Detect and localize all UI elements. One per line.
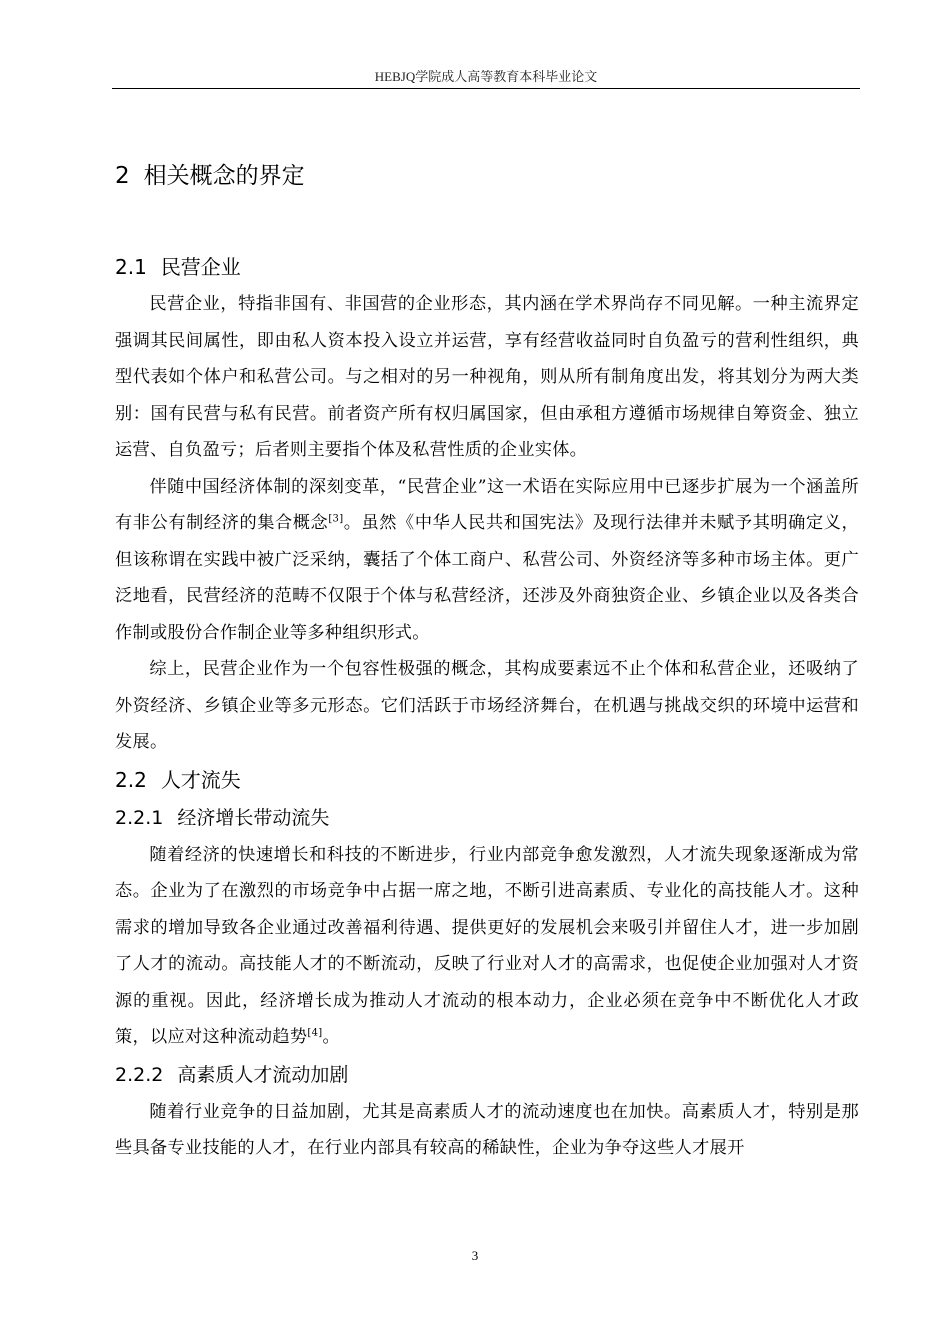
subsection-title: 高素质人才流动加剧	[177, 1063, 349, 1086]
paragraph-text: 伴随中国经济体制的深刻变革，“民营企业”这一术语在实际应用中已逐步扩展为一个涵盖所有非公有制经济的集合概念	[115, 476, 859, 533]
paragraph	[115, 837, 859, 1056]
subsection-heading-2-2-2	[115, 1056, 859, 1094]
paragraph	[115, 469, 859, 652]
paragraph-text: 随着经济的快速增长和科技的不断进步，行业内部竞争愈发激烈，人才流失现象逐渐成为常态。企业为了在激烈的市场竞争中占据一席之地，不断引进高素质、专业化的高技能人才。这种需求的增加导致各企业通过改善福利待遇、提供更好的发展机会来吸引并留住人才，进一步加剧了人才的流动。高技能人才的不断流动，反映了行业对人才的高需求，也促使企业加强对人才资源的重视。因此，经济增长成为推动人才流动的根本动力，企业必须在竞争中不断优化人才政策，以应对这种流动趋势	[115, 844, 859, 1047]
header-divider	[112, 88, 860, 89]
subsection-title: 经济增长带动流失	[177, 806, 330, 829]
section-title: 人才流失	[160, 767, 241, 792]
chapter-title: 相关概念的界定	[143, 163, 305, 189]
page-content	[115, 156, 859, 1167]
subsection-number: 2.2.1	[115, 806, 164, 829]
subsection-heading-2-2-1	[115, 799, 859, 837]
paragraph: 随着行业竞争的日益加剧，尤其是高素质人才的流动速度也在加快。高素质人才，特别是那些具备专业技能的人才，在行业内部具有较高的稀缺性，企业为争夺这些人才展开	[115, 1101, 859, 1158]
citation-ref: [4]	[307, 1027, 323, 1039]
paragraph-text: 。	[322, 1027, 340, 1047]
chapter-heading	[115, 156, 859, 196]
subsection-number: 2.2.2	[115, 1063, 164, 1086]
citation-ref: [3]	[328, 513, 344, 525]
paragraph: 综上，民营企业作为一个包容性极强的概念，其构成要素远不止个体和私营企业，还吸纳了外资经济、乡镇企业等多元形态。它们活跃于市场经济舞台，在机遇与挑战交织的环境中运营和发展。	[115, 659, 859, 752]
chapter-number: 2	[115, 163, 130, 189]
paragraph: 民营企业，特指非国有、非国营的企业形态，其内涵在学术界尚存不同见解。一种主流界定强调其民间属性，即由私人资本投入设立并运营，享有经营收益同时自负盈亏的营利性组织，典型代表如个体户和私营公司。与之相对的另一种视角，则从所有制角度出发，将其划分为两大类别：国有民营与私有民营。前者资产所有权归属国家，但由承租方遵循市场规律自筹资金、独立运营、自负盈亏；后者则主要指个体及私营性质的企业实体。	[115, 294, 859, 460]
section-number: 2.1	[115, 255, 147, 279]
section-heading-2-1	[115, 248, 859, 286]
paragraph-text: 。虽然《中华人民共和国宪法》及现行法律并未赋予其明确定义，但该称谓在实践中被广泛采纳，囊括了个体工商户、私营公司、外资经济等多种市场主体。更广泛地看，民营经济的范畴不仅限于个体与私营经济，还涉及外商独资企业、乡镇企业以及各类合作制或股份合作制企业等多种组织形式。	[115, 513, 859, 643]
section-title: 民营企业	[160, 255, 241, 279]
page-number: 3	[471, 1248, 479, 1263]
section-heading-2-2	[115, 761, 859, 799]
section-number: 2.2	[115, 767, 147, 792]
running-header: HEBJQ学院成人高等教育本科毕业论文	[374, 69, 598, 84]
